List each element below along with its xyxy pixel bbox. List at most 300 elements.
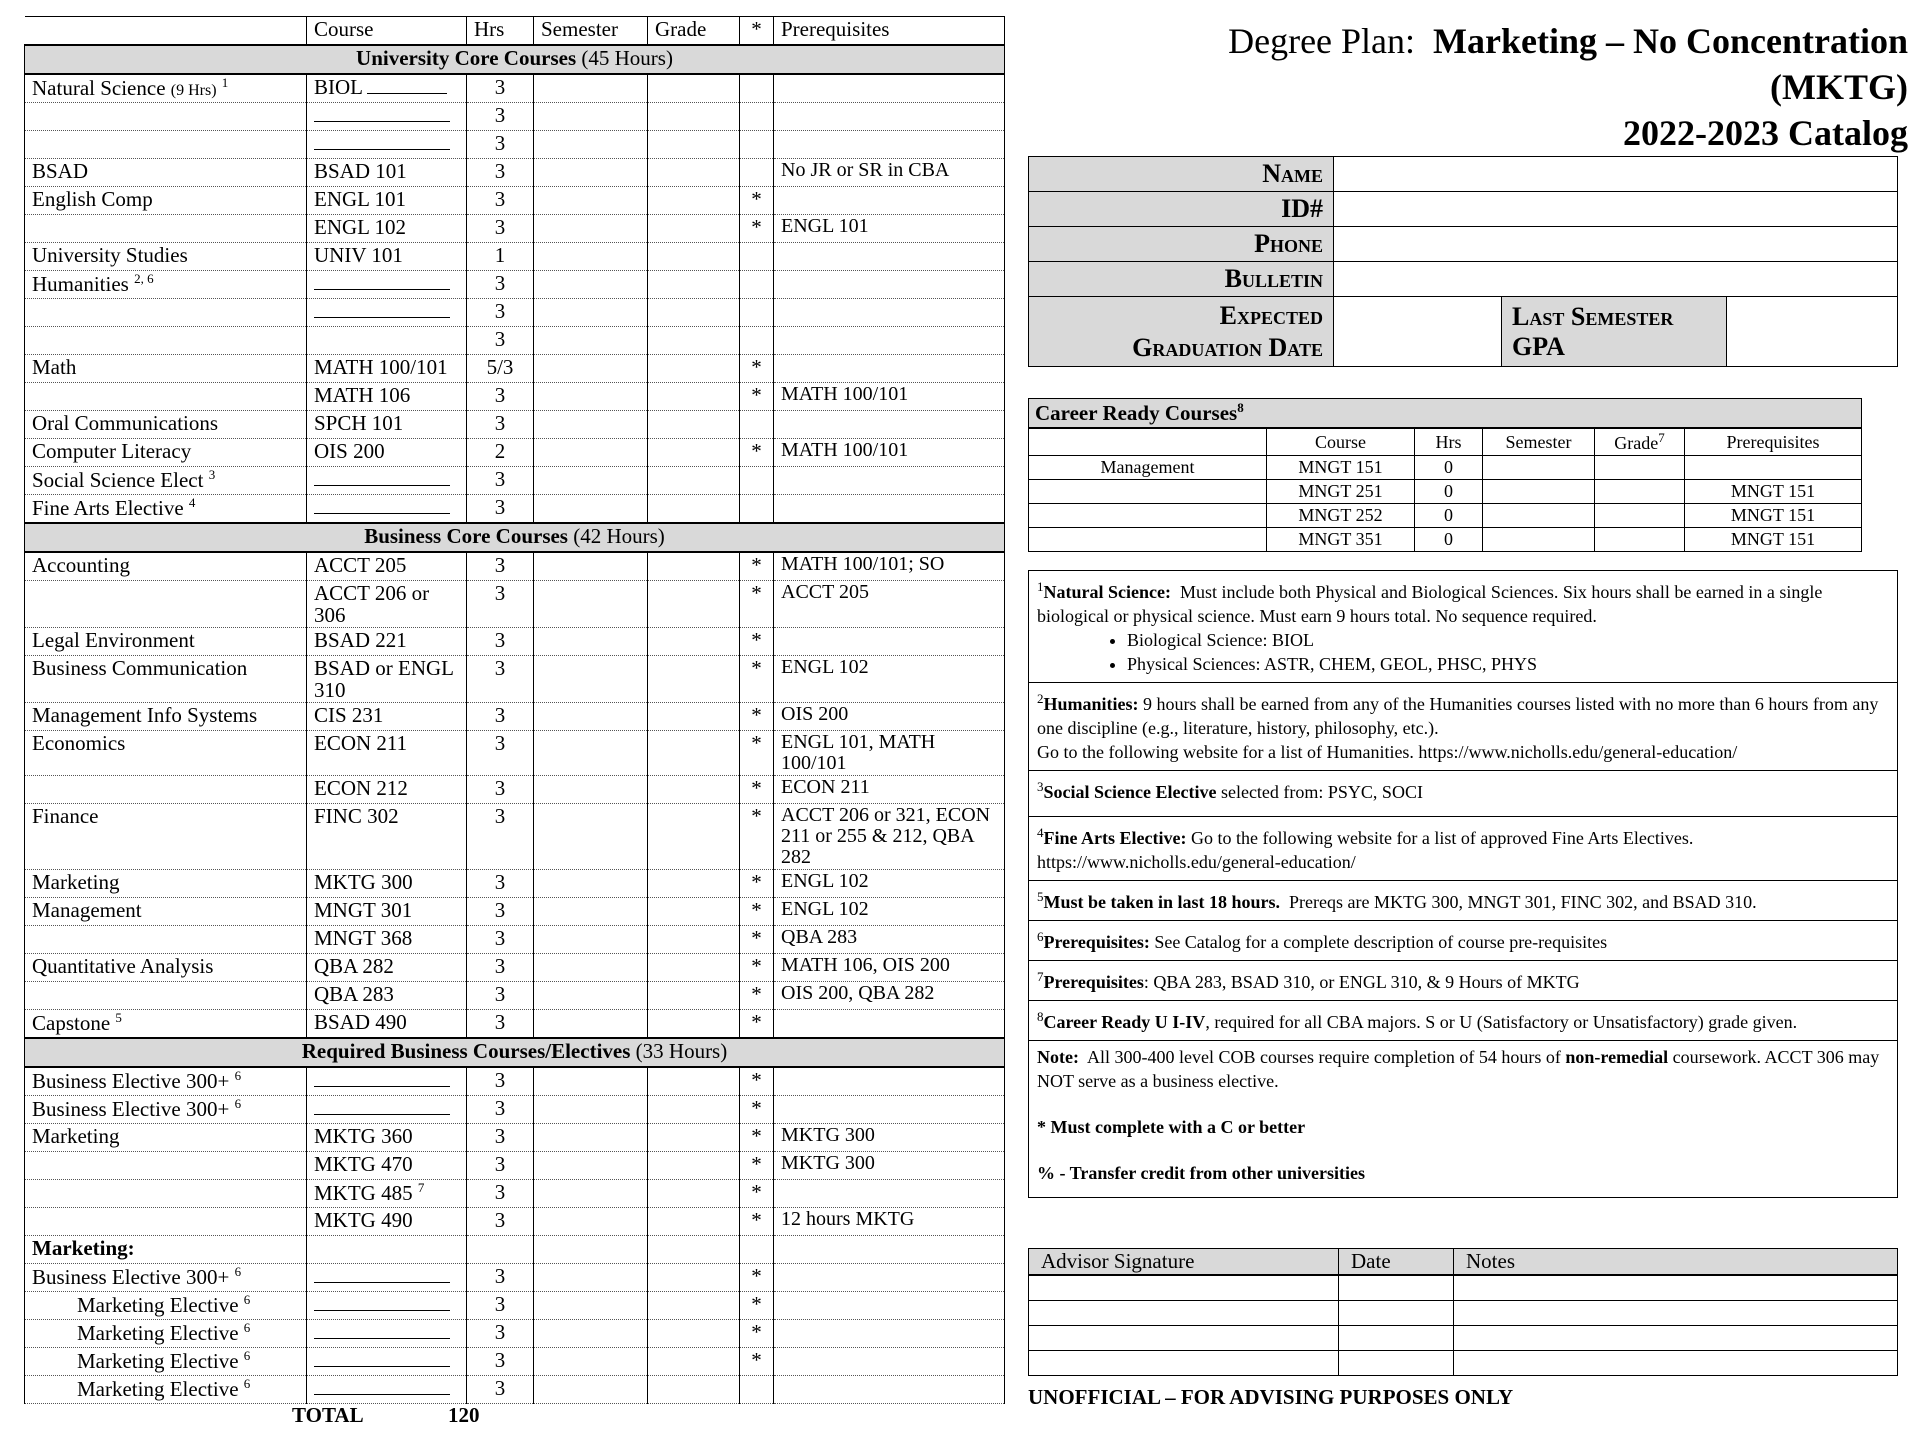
course-cell[interactable] xyxy=(307,870,467,898)
section-title-text: University Core Courses xyxy=(356,46,577,70)
advisor-signature-cell[interactable] xyxy=(1029,1301,1339,1326)
course-row xyxy=(25,1124,1005,1152)
semester-cell[interactable] xyxy=(534,327,648,355)
c-or-better-mark: * xyxy=(740,1067,774,1096)
course-cell[interactable] xyxy=(307,731,467,776)
course-cell[interactable] xyxy=(307,1124,467,1152)
semester-cell[interactable] xyxy=(534,159,648,187)
hours-cell: 3 xyxy=(467,411,534,439)
course-cell[interactable] xyxy=(307,1348,467,1376)
grade-cell[interactable] xyxy=(648,1236,740,1264)
c-or-better-mark: * xyxy=(740,1010,774,1039)
course-cell[interactable] xyxy=(307,411,467,439)
career-area xyxy=(1029,528,1267,552)
id-field[interactable] xyxy=(1334,192,1898,227)
footnote-2-text: 9 hours shall be earned from any of the Humanities courses listed with no more than 6 hours from any one discipline (e.g., literature, history, philosophy, etc.). xyxy=(1037,694,1879,738)
grade-cell[interactable] xyxy=(648,731,740,776)
degree-title: Marketing – No Concentration xyxy=(1433,21,1908,61)
requirement-area xyxy=(25,1010,307,1039)
general-notes xyxy=(1029,1041,1897,1197)
course-code: MKTG 485 xyxy=(314,1181,413,1206)
footnote-ref: 6 xyxy=(234,1068,242,1084)
course-cell[interactable] xyxy=(307,383,467,411)
semester-cell[interactable] xyxy=(534,1067,648,1096)
advisor-table xyxy=(1028,1248,1898,1376)
semester-cell[interactable] xyxy=(534,804,648,870)
semester-cell[interactable] xyxy=(534,243,648,271)
footnote-6 xyxy=(1029,921,1897,961)
c-or-better-mark: * xyxy=(740,383,774,411)
hours-cell: 3 xyxy=(467,628,534,656)
semester-cell[interactable] xyxy=(534,1152,648,1180)
hours-cell: 3 xyxy=(467,703,534,731)
semester-cell[interactable] xyxy=(534,439,648,467)
semester-cell[interactable] xyxy=(534,103,648,131)
course-row xyxy=(25,1208,1005,1236)
footnote-ref: 6 xyxy=(234,1096,242,1112)
grade-cell[interactable] xyxy=(648,327,740,355)
semester-cell[interactable] xyxy=(534,1236,648,1264)
course-cell[interactable] xyxy=(307,467,467,495)
prerequisite-cell xyxy=(774,1348,1005,1376)
grade-cell[interactable] xyxy=(648,1152,740,1180)
grade-cell[interactable] xyxy=(648,552,740,581)
section-title-text: Required Business Courses/Electives xyxy=(301,1039,631,1064)
semester-cell[interactable] xyxy=(534,355,648,383)
grade-cell[interactable] xyxy=(648,299,740,327)
course-cell[interactable] xyxy=(307,299,467,327)
career-row xyxy=(1029,504,1862,528)
course-cell[interactable] xyxy=(307,552,467,581)
semester-cell[interactable] xyxy=(534,776,648,804)
semester-cell[interactable] xyxy=(534,467,648,495)
prerequisite-cell xyxy=(774,1264,1005,1292)
prerequisite-cell xyxy=(774,1376,1005,1404)
area-label: Marketing Elective xyxy=(77,1293,239,1318)
area-label: Capstone xyxy=(32,1011,111,1036)
career-grade[interactable] xyxy=(1595,456,1685,480)
section-title-text: Business Core Courses xyxy=(364,524,568,548)
course-cell[interactable] xyxy=(307,271,467,299)
semester-cell[interactable] xyxy=(534,383,648,411)
semester-cell[interactable] xyxy=(534,898,648,926)
advisor-date-cell[interactable] xyxy=(1339,1326,1454,1351)
grade-cell[interactable] xyxy=(648,159,740,187)
semester-cell[interactable] xyxy=(534,926,648,954)
c-or-better-mark xyxy=(740,1376,774,1404)
area-label: Marketing xyxy=(32,1124,120,1149)
course-code: BSAD or ENGL 310 xyxy=(314,656,454,703)
career-course: MNGT 252 xyxy=(1267,504,1415,528)
career-area xyxy=(1029,480,1267,504)
course-cell[interactable] xyxy=(307,628,467,656)
semester-cell[interactable] xyxy=(534,1292,648,1320)
career-grade[interactable] xyxy=(1595,480,1685,504)
course-cell[interactable] xyxy=(307,1376,467,1404)
course-cell[interactable] xyxy=(307,1096,467,1124)
prerequisite-cell xyxy=(774,1010,1005,1039)
semester-cell[interactable] xyxy=(534,628,648,656)
career-grade[interactable] xyxy=(1595,504,1685,528)
graduation-date-field[interactable] xyxy=(1334,297,1502,367)
c-or-better-mark: * xyxy=(740,1292,774,1320)
course-cell[interactable] xyxy=(307,804,467,870)
grade-cell[interactable] xyxy=(648,1208,740,1236)
c-or-better-mark xyxy=(740,74,774,103)
prerequisite-cell: ACCT 205 xyxy=(774,581,1005,628)
career-ready-footnote: 8 xyxy=(1237,400,1244,415)
course-code: UNIV 101 xyxy=(314,243,403,267)
course-cell[interactable] xyxy=(307,926,467,954)
grade-cell[interactable] xyxy=(648,1320,740,1348)
hours-cell: 3 xyxy=(467,1096,534,1124)
c-or-better-mark: * xyxy=(740,926,774,954)
grade-cell[interactable] xyxy=(648,1292,740,1320)
advisor-signature-cell[interactable] xyxy=(1029,1326,1339,1351)
requirement-area xyxy=(25,1376,307,1404)
semester-cell[interactable] xyxy=(534,1124,648,1152)
advisor-notes-cell[interactable] xyxy=(1454,1301,1898,1326)
advisor-date-cell[interactable] xyxy=(1339,1301,1454,1326)
section-title xyxy=(25,1038,1005,1067)
c-or-better-mark xyxy=(740,299,774,327)
course-row xyxy=(25,898,1005,926)
course-row xyxy=(25,1152,1005,1180)
footnote-ref: 3 xyxy=(208,467,216,482)
course-cell[interactable] xyxy=(307,355,467,383)
hours-cell: 3 xyxy=(467,1010,534,1039)
area-label: Natural Science xyxy=(32,76,166,100)
c-or-better-mark xyxy=(740,243,774,271)
course-blank-line xyxy=(314,469,450,486)
course-code: ACCT 206 or 306 xyxy=(314,581,430,628)
hours-cell: 3 xyxy=(467,1320,534,1348)
semester-cell[interactable] xyxy=(534,411,648,439)
course-row xyxy=(25,355,1005,383)
requirement-area xyxy=(25,954,307,982)
phone-field[interactable] xyxy=(1334,227,1898,262)
c-or-better-mark: * xyxy=(740,1152,774,1180)
requirement-area xyxy=(25,187,307,215)
advisor-notes-cell[interactable] xyxy=(1454,1326,1898,1351)
hours-cell: 3 xyxy=(467,552,534,581)
c-or-better-mark xyxy=(740,271,774,299)
course-code: OIS 200 xyxy=(314,439,385,463)
career-semester[interactable] xyxy=(1483,504,1595,528)
career-header-semester: Semester xyxy=(1483,428,1595,456)
course-code: MATH 106 xyxy=(314,383,411,407)
semester-cell[interactable] xyxy=(534,1376,648,1404)
bulletin-label: Bulletin xyxy=(1029,262,1334,297)
career-ready-table xyxy=(1028,398,1862,552)
advisor-date-cell[interactable] xyxy=(1339,1275,1454,1301)
semester-cell[interactable] xyxy=(534,215,648,243)
course-cell[interactable] xyxy=(307,243,467,271)
student-info-table xyxy=(1028,156,1898,367)
course-cell[interactable] xyxy=(307,1010,467,1039)
semester-cell[interactable] xyxy=(534,131,648,159)
course-cell[interactable] xyxy=(307,1264,467,1292)
footnote-ref: 5 xyxy=(115,1010,122,1026)
grade-cell[interactable] xyxy=(648,776,740,804)
semester-cell[interactable] xyxy=(534,1348,648,1376)
grade-cell[interactable] xyxy=(648,1348,740,1376)
grade-cell[interactable] xyxy=(648,411,740,439)
footnote-4-number: 4 xyxy=(1037,825,1044,840)
course-cell[interactable] xyxy=(307,1152,467,1180)
course-code: ENGL 102 xyxy=(314,215,406,239)
career-grade[interactable] xyxy=(1595,528,1685,552)
area-hours: (9 Hrs) xyxy=(170,82,217,99)
course-blank-line xyxy=(367,77,447,94)
semester-cell[interactable] xyxy=(534,731,648,776)
course-cell[interactable] xyxy=(307,1067,467,1096)
grade-cell[interactable] xyxy=(648,1010,740,1039)
course-cell[interactable] xyxy=(307,954,467,982)
requirement-area xyxy=(25,495,307,524)
semester-cell[interactable] xyxy=(534,271,648,299)
grade-cell[interactable] xyxy=(648,187,740,215)
grade-cell[interactable] xyxy=(648,1264,740,1292)
course-row xyxy=(25,74,1005,103)
grade-cell[interactable] xyxy=(648,243,740,271)
prerequisite-cell: ENGL 102 xyxy=(774,870,1005,898)
advisor-notes-header: Notes xyxy=(1454,1249,1898,1276)
grade-cell[interactable] xyxy=(648,656,740,703)
course-code: SPCH 101 xyxy=(314,411,404,435)
total-label: TOTAL xyxy=(292,1403,364,1427)
hours-cell: 3 xyxy=(467,74,534,103)
grade-cell[interactable] xyxy=(648,383,740,411)
footnote-1 xyxy=(1029,571,1897,683)
footnote-ref: 6 xyxy=(234,1264,242,1280)
hours-cell: 3 xyxy=(467,159,534,187)
semester-cell[interactable] xyxy=(534,1264,648,1292)
course-cell[interactable] xyxy=(307,187,467,215)
grade-cell[interactable] xyxy=(648,1124,740,1152)
c-or-better-mark: * xyxy=(740,439,774,467)
last-semester-label-line2: GPA xyxy=(1512,331,1565,361)
grade-cell[interactable] xyxy=(648,870,740,898)
footnote-2-heading: Humanities: xyxy=(1043,694,1139,714)
course-cell[interactable] xyxy=(307,1292,467,1320)
advisor-signature-header: Advisor Signature xyxy=(1029,1249,1339,1276)
course-cell[interactable] xyxy=(307,1320,467,1348)
area-label: Social Science Elect xyxy=(32,468,204,492)
course-plan-table xyxy=(24,16,1005,1404)
course-row xyxy=(25,776,1005,804)
requirement-area xyxy=(25,1096,307,1124)
prerequisite-cell xyxy=(774,74,1005,103)
advisor-notes-cell[interactable] xyxy=(1454,1351,1898,1376)
grade-cell[interactable] xyxy=(648,926,740,954)
requirement-area xyxy=(25,1124,307,1152)
requirement-area xyxy=(25,1208,307,1236)
semester-cell[interactable] xyxy=(534,581,648,628)
requirement-area xyxy=(25,467,307,495)
course-row xyxy=(25,731,1005,776)
prerequisite-cell: 12 hours MKTG xyxy=(774,1208,1005,1236)
footnote-3-heading: Social Science Elective xyxy=(1043,782,1217,802)
hours-cell: 3 xyxy=(467,954,534,982)
course-cell[interactable] xyxy=(307,703,467,731)
c-or-better-mark: * xyxy=(740,1096,774,1124)
transfer-credit-note: % - Transfer credit from other universities xyxy=(1037,1163,1365,1183)
career-semester[interactable] xyxy=(1483,480,1595,504)
course-code: BIOL xyxy=(314,75,363,99)
semester-cell[interactable] xyxy=(534,870,648,898)
last-semester-gpa-field[interactable] xyxy=(1727,297,1898,367)
semester-cell[interactable] xyxy=(534,1180,648,1208)
hours-cell: 3 xyxy=(467,1376,534,1404)
course-cell[interactable] xyxy=(307,495,467,524)
grade-cell[interactable] xyxy=(648,103,740,131)
hours-cell: 3 xyxy=(467,1208,534,1236)
advisor-signature-cell[interactable] xyxy=(1029,1351,1339,1376)
name-field[interactable] xyxy=(1334,157,1898,192)
advisor-row xyxy=(1029,1301,1898,1326)
c-or-better-note: * Must complete with a C or better xyxy=(1037,1117,1306,1137)
semester-cell[interactable] xyxy=(534,74,648,103)
area-label: Economics xyxy=(32,731,126,756)
semester-cell[interactable] xyxy=(534,552,648,581)
prerequisite-cell xyxy=(774,131,1005,159)
grade-cell[interactable] xyxy=(648,355,740,383)
advisor-date-cell[interactable] xyxy=(1339,1351,1454,1376)
semester-cell[interactable] xyxy=(534,982,648,1010)
footnote-2-link-text: Go to the following website for a list of Humanities. https://www.nicholls.edu/general-education/ xyxy=(1037,742,1738,762)
footnote-7 xyxy=(1029,961,1897,1001)
semester-cell[interactable] xyxy=(534,703,648,731)
course-blank-line xyxy=(314,497,450,514)
course-cell[interactable] xyxy=(307,656,467,703)
course-blank-line xyxy=(314,133,450,150)
semester-cell[interactable] xyxy=(534,299,648,327)
grade-cell[interactable] xyxy=(648,581,740,628)
course-cell[interactable] xyxy=(307,776,467,804)
grade-cell[interactable] xyxy=(648,898,740,926)
grade-cell[interactable] xyxy=(648,74,740,103)
hours-cell: 3 xyxy=(467,1348,534,1376)
course-blank-line xyxy=(314,1098,450,1115)
footnote-8-number: 8 xyxy=(1037,1009,1044,1024)
c-or-better-mark: * xyxy=(740,1208,774,1236)
area-label: BSAD xyxy=(32,159,89,183)
semester-cell[interactable] xyxy=(534,495,648,524)
career-semester[interactable] xyxy=(1483,528,1595,552)
footnote-ref: 1 xyxy=(221,75,229,90)
grade-cell[interactable] xyxy=(648,1096,740,1124)
semester-cell[interactable] xyxy=(534,954,648,982)
grade-cell[interactable] xyxy=(648,628,740,656)
grade-cell[interactable] xyxy=(648,271,740,299)
grade-cell[interactable] xyxy=(648,804,740,870)
course-blank-line xyxy=(314,105,450,122)
course-row xyxy=(25,187,1005,215)
semester-cell[interactable] xyxy=(534,187,648,215)
c-or-better-mark: * xyxy=(740,703,774,731)
grade-cell[interactable] xyxy=(648,495,740,524)
course-row xyxy=(25,243,1005,271)
course-cell[interactable] xyxy=(307,1208,467,1236)
footnote-1-bullet-phys: • Physical Sciences: ASTR, CHEM, GEOL, PHSC, PHYS xyxy=(1127,652,1889,676)
grade-cell[interactable] xyxy=(648,439,740,467)
prerequisite-cell: MATH 100/101; SO xyxy=(774,552,1005,581)
advisor-signature-cell[interactable] xyxy=(1029,1275,1339,1301)
header-area xyxy=(25,17,307,46)
prerequisite-cell xyxy=(774,628,1005,656)
course-row xyxy=(25,299,1005,327)
course-blank-line xyxy=(314,1294,450,1311)
semester-cell[interactable] xyxy=(534,1320,648,1348)
course-cell[interactable] xyxy=(307,581,467,628)
course-cell[interactable] xyxy=(307,898,467,926)
course-cell[interactable] xyxy=(307,131,467,159)
c-or-better-mark xyxy=(740,131,774,159)
course-code: ECON 212 xyxy=(314,776,408,801)
grade-cell[interactable] xyxy=(648,982,740,1010)
course-cell[interactable] xyxy=(307,215,467,243)
course-cell[interactable] xyxy=(307,327,467,355)
course-cell[interactable] xyxy=(307,103,467,131)
footnote-4-text: Go to the following website for a list of approved Fine Arts Electives. xyxy=(1190,828,1694,848)
course-code: MKTG 300 xyxy=(314,870,413,895)
course-code: FINC 302 xyxy=(314,804,399,829)
course-cell[interactable] xyxy=(307,159,467,187)
course-cell[interactable] xyxy=(307,1236,467,1264)
c-or-better-mark: * xyxy=(740,656,774,703)
requirement-area xyxy=(25,898,307,926)
graduation-date-label xyxy=(1029,297,1334,367)
requirement-area xyxy=(25,1236,307,1264)
semester-cell[interactable] xyxy=(534,1010,648,1039)
career-semester[interactable] xyxy=(1483,456,1595,480)
semester-cell[interactable] xyxy=(534,656,648,703)
prerequisite-cell xyxy=(774,1096,1005,1124)
grade-cell[interactable] xyxy=(648,467,740,495)
area-label: Management xyxy=(32,898,142,923)
grade-cell[interactable] xyxy=(648,1067,740,1096)
course-cell[interactable] xyxy=(307,982,467,1010)
grade-cell[interactable] xyxy=(648,1376,740,1404)
semester-cell[interactable] xyxy=(534,1208,648,1236)
grade-cell[interactable] xyxy=(648,131,740,159)
header-hrs: Hrs xyxy=(467,17,534,46)
course-row xyxy=(25,1292,1005,1320)
area-label: Quantitative Analysis xyxy=(32,954,214,979)
course-row xyxy=(25,327,1005,355)
prerequisite-cell xyxy=(774,187,1005,215)
grade-cell[interactable] xyxy=(648,954,740,982)
area-label: Math xyxy=(32,355,77,379)
grade-cell[interactable] xyxy=(648,215,740,243)
grade-cell[interactable] xyxy=(648,703,740,731)
prerequisite-cell xyxy=(774,327,1005,355)
course-code: MKTG 360 xyxy=(314,1124,413,1149)
header-prereq: Prerequisites xyxy=(774,17,1005,46)
bulletin-field[interactable] xyxy=(1334,262,1898,297)
course-cell[interactable] xyxy=(307,1180,467,1208)
semester-cell[interactable] xyxy=(534,1096,648,1124)
requirement-area xyxy=(25,804,307,870)
career-course: MNGT 151 xyxy=(1267,456,1415,480)
requirement-area xyxy=(25,439,307,467)
course-code: ECON 211 xyxy=(314,731,408,756)
advisor-notes-cell[interactable] xyxy=(1454,1275,1898,1301)
course-cell[interactable] xyxy=(307,74,467,103)
grade-cell[interactable] xyxy=(648,1180,740,1208)
course-cell[interactable] xyxy=(307,439,467,467)
